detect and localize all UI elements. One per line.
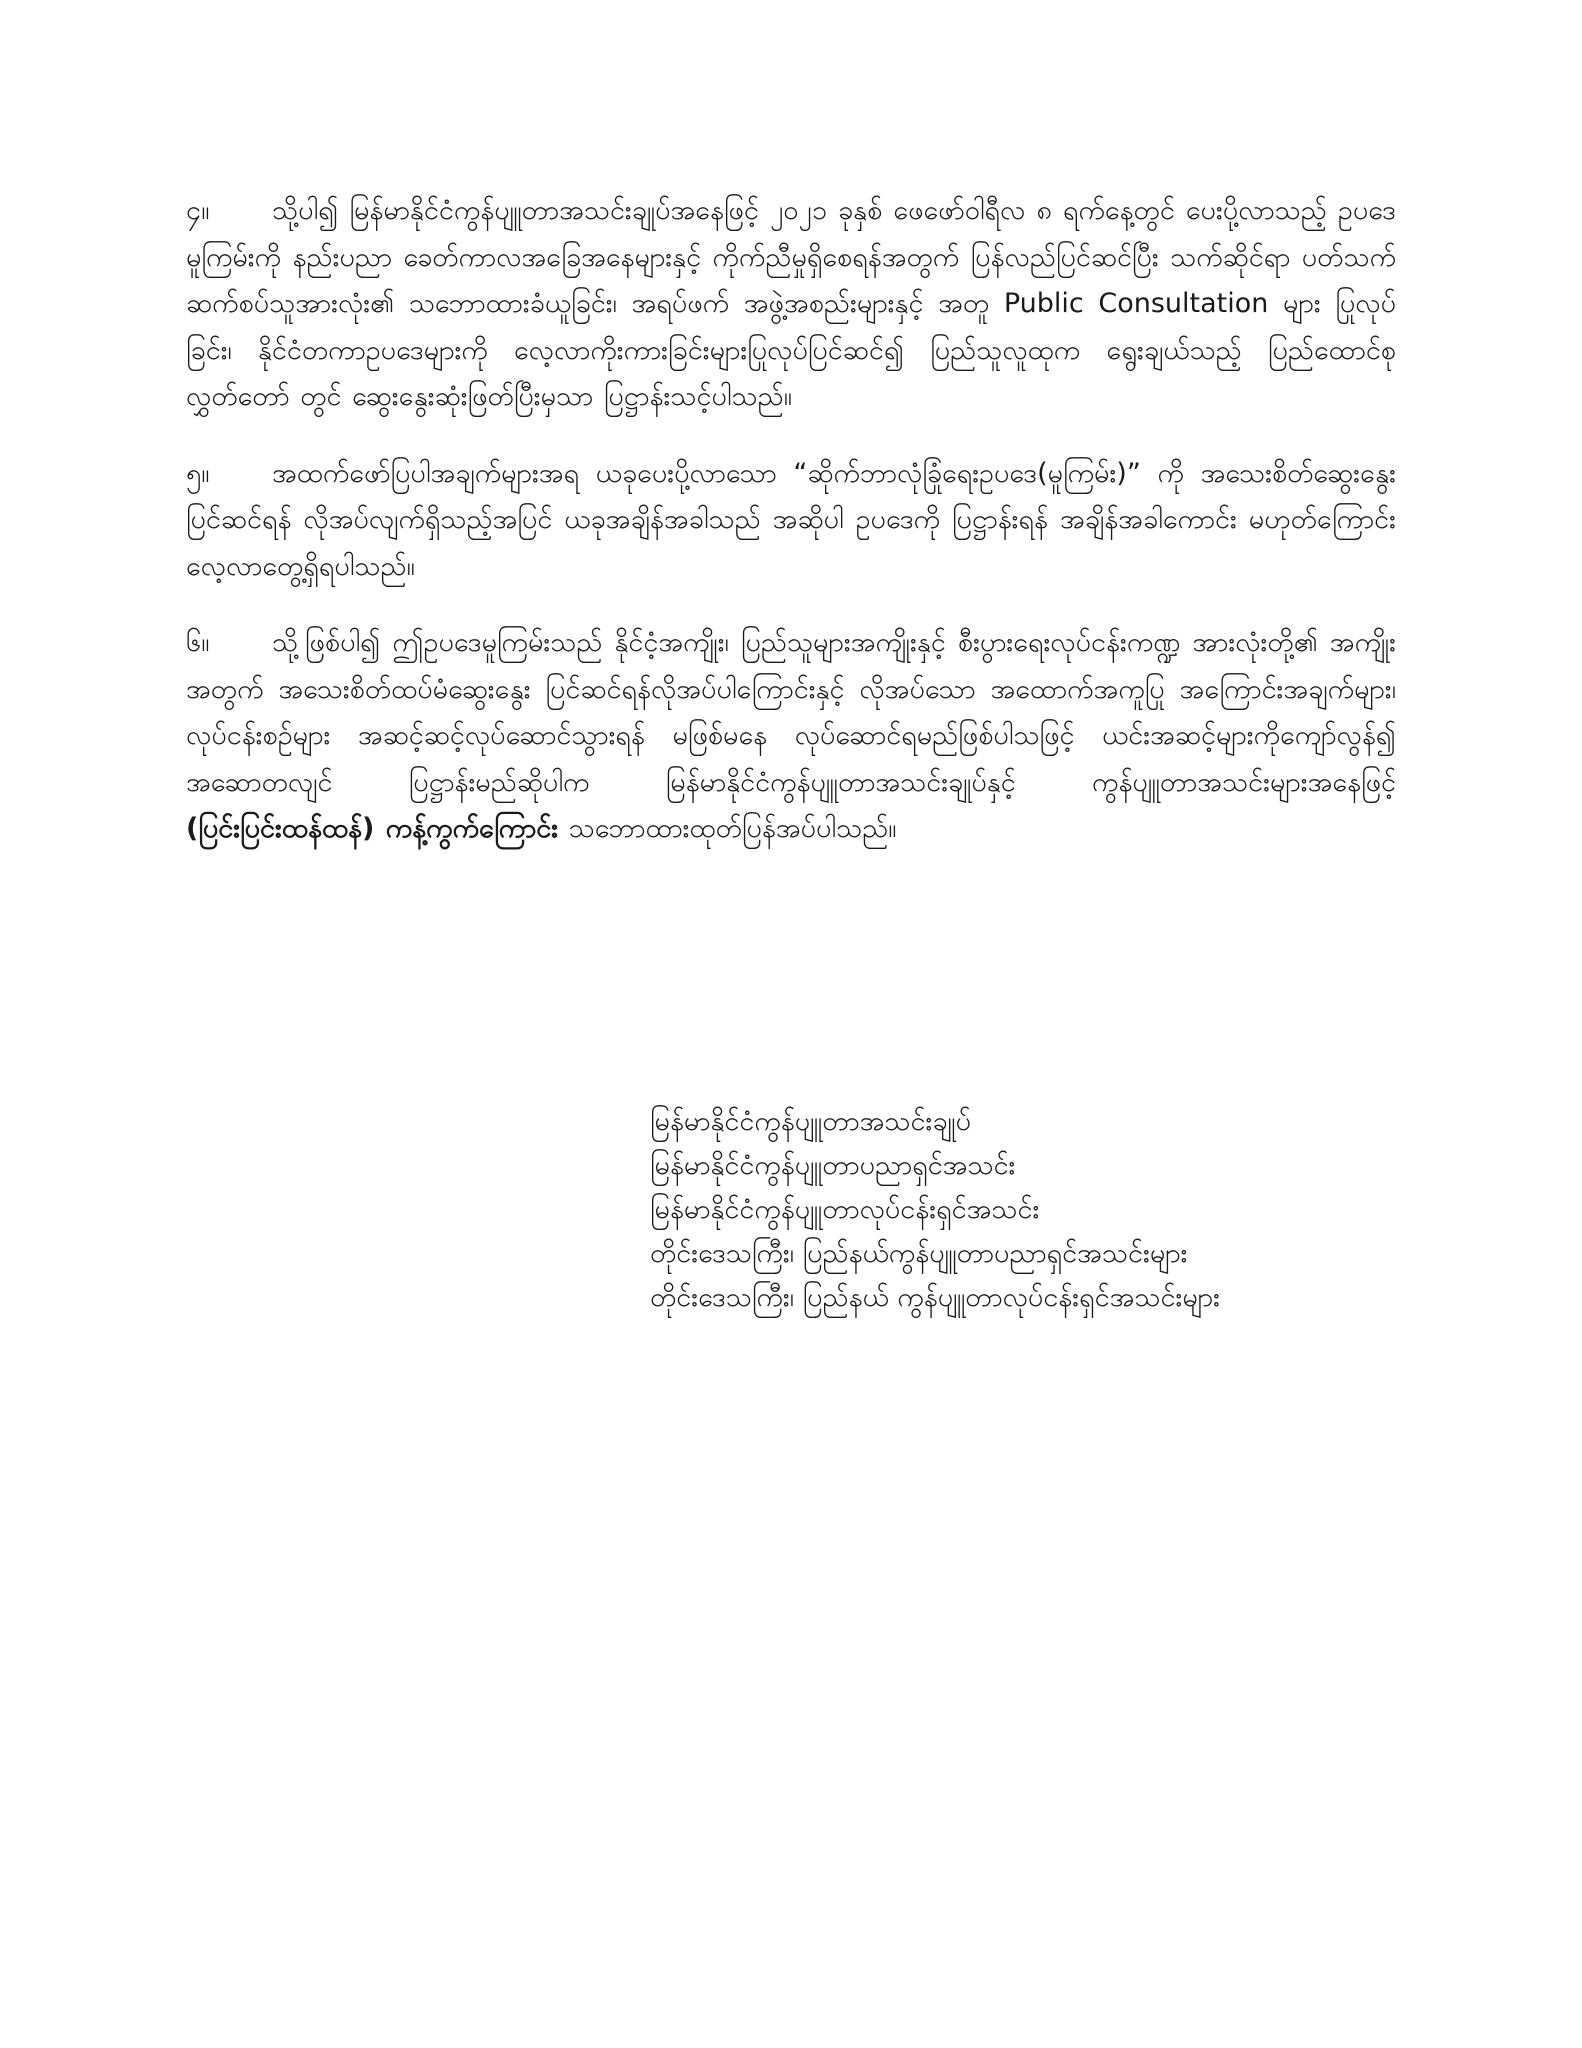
signature-line: တိုင်းဒေသကြီး၊ ပြည်နယ်ကွန်ပျူတာပညာရှင်အသင်းများ [650, 1238, 1188, 1269]
body-text [186, 188, 1396, 883]
emphasis-text: (ပြင်းပြင်းထန်ထန်) ကန့်ကွက်ကြောင်း [186, 813, 559, 844]
paragraph-text: အထက်ဖော်ပြပါအချက်များအရ ယခုပေးပို့လာသော “ဆိုက်ဘာလုံခြုံရေးဥပဒေ(မူကြမ်း)” ကို အသေးစိတ်ဆွေးနွေး ပြင်ဆင်ရန် လိုအပ်လျက်ရှိသည့်အပြင် ယခုအချိန်အခါသည် အဆိုပါ ဥပဒေကို ပြဋ္ဌာန်းရန် အချိန်အခါကောင်း မဟုတ်ကြောင်း လေ့လာတွေ့ရှိရပါသည်။ [186, 457, 1396, 582]
paragraph-4 [186, 188, 1396, 421]
paragraph-number: ၄။ [186, 195, 210, 226]
paragraph-number: ၆။ [186, 627, 210, 658]
signature-line: မြန်မာနိုင်ငံကွန်ပျူတာအသင်းချုပ် [650, 1106, 972, 1137]
signature-line: မြန်မာနိုင်ငံကွန်ပျူတာပညာရှင်အသင်း [650, 1150, 1016, 1181]
signature-line: မြန်မာနိုင်ငံကွန်ပျူတာလုပ်ငန်းရှင်အသင်း [650, 1194, 1040, 1225]
paragraph-text-end: သဘောထားထုတ်ပြန်အပ်ပါသည်။ [568, 813, 897, 844]
paragraph-5 [186, 451, 1396, 591]
signature-line: တိုင်းဒေသကြီး၊ ပြည်နယ် ကွန်ပျူတာလုပ်ငန်းရှင်အသင်းများ [650, 1282, 1220, 1313]
paragraph-text: သို့ဖြစ်ပါ၍ ဤဥပဒေမူကြမ်းသည် နိုင်ငံ့အကျိုး၊ ပြည်သူများအကျိုးနှင့် စီးပွားရေးလုပ်ငန်းကဏ္ဍ အားလုံးတို့၏ အကျိုးအတွက် အသေးစိတ်ထပ်မံဆွေးနွေး ပြင်ဆင်ရန်လိုအပ်ပါကြောင်းနှင့် လိုအပ်သော အထောက်အကူပြု အကြောင်းအချက်များ၊ လုပ်ငန်းစဉ်များ အဆင့်ဆင့်လုပ်ဆောင်သွားရန် မဖြစ်မနေ လုပ်ဆောင်ရမည်ဖြစ်ပါသဖြင့် ယင်းအဆင့်များကိုကျော်လွန်၍ အဆောတလျင် ပြဋ္ဌာန်းမည်ဆိုပါက မြန်မာနိုင်ငံကွန်ပျူတာအသင်းချုပ်နှင့် ကွန်ပျူတာအသင်းများအနေဖြင့် [186, 627, 1396, 798]
paragraph-text: သို့ပါ၍ မြန်မာနိုင်ငံကွန်ပျူတာအသင်းချုပ်အနေဖြင့် ၂၀၂၁ ခုနှစ် ဖေဖော်ဝါရီလ ၈ ရက်နေ့တွင် ပေးပို့လာသည့် ဥပဒေမူကြမ်းကို နည်းပညာ ခေတ်ကာလအခြေအနေများနှင့် ကိုက်ညီမှုရှိစေရန်အတွက် ပြန်လည်ပြင်ဆင်ပြီး သက်ဆိုင်ရာ ပတ်သက်ဆက်စပ်သူအားလုံး၏ သဘောထားခံယူခြင်း၊ အရပ်ဖက် အဖွဲ့အစည်းများနှင့် အတူ Public Consultation များ ပြုလုပ်ခြင်း၊ နိုင်ငံတကာဥပဒေများကို လေ့လာကိုးကားခြင်းများပြုလုပ်ပြင်ဆင်၍ ပြည်သူလူထုက ရွေးချယ်သည့် ပြည်ထောင်စုလွှတ်တော် တွင် ဆွေးနွေးဆုံးဖြတ်ပြီးမှသာ ပြဋ္ဌာန်းသင့်ပါသည်။ [186, 195, 1396, 412]
signature-block [650, 1100, 1370, 1320]
paragraph-number: ၅။ [186, 457, 210, 489]
paragraph-6 [186, 620, 1396, 853]
